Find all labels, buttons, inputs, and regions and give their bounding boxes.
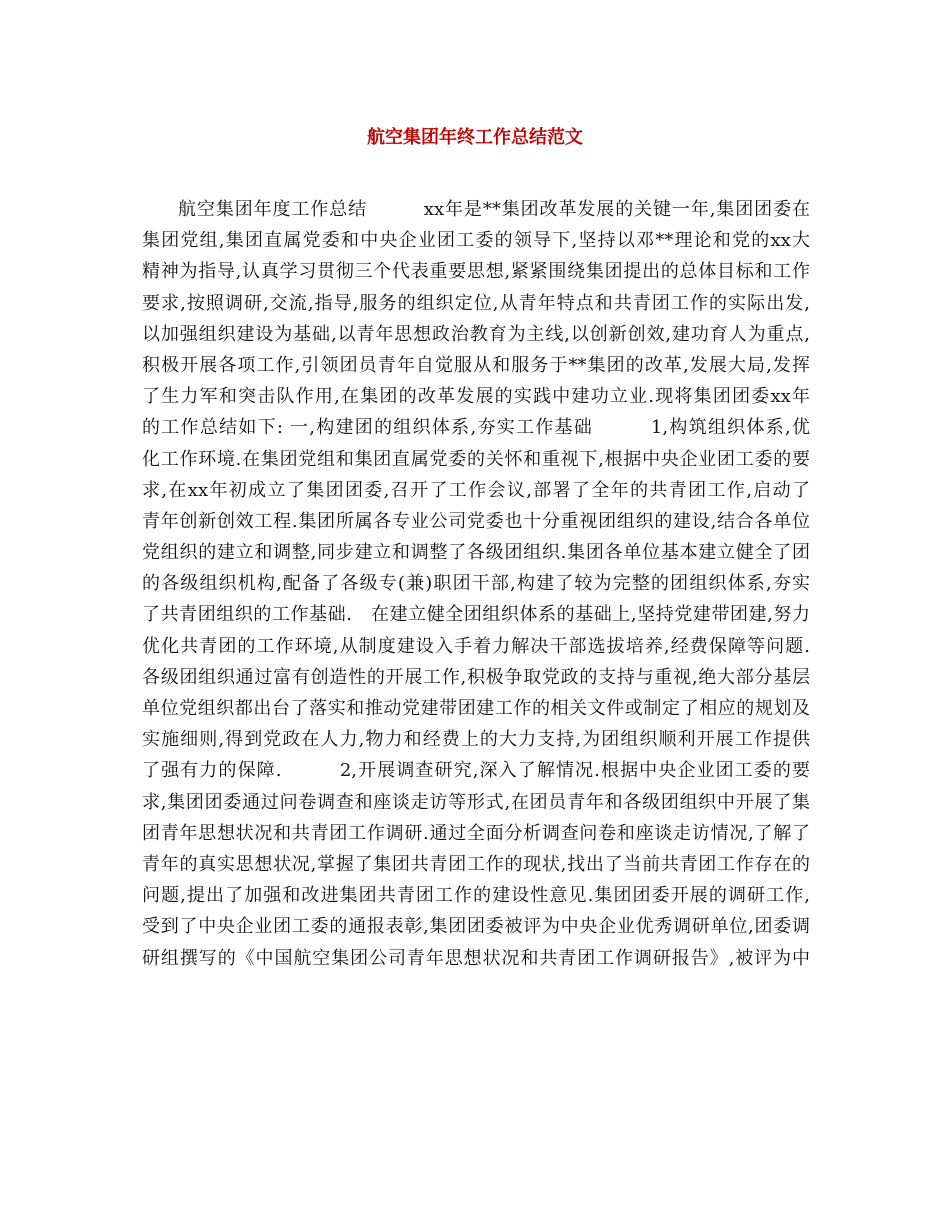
paragraph-line: 积极开展各项工作,引领团员青年自觉服从和服务于**集团的改革,发展大局,发挥 [142,354,810,376]
paragraph-line: 以加强组织建设为基础,以青年思想政治教育为主线,以创新创效,建功育人为重点, [142,323,810,345]
paragraph-line: 的工作总结如下: 一,构建团的组织体系,夯实工作基础 1,构筑组织体系,优 [142,417,810,439]
paragraph-line: 研组撰写的《中国航空集团公司青年思想状况和共青团工作调研报告》,被评为中 [142,947,810,969]
document-title: 航空集团年终工作总结范文 [367,127,583,148]
paragraph-line: 化工作环境.在集团党组和集团直属党委的关怀和重视下,根据中央企业团工委的要 [142,448,810,470]
paragraph-line: 的各级组织机构,配备了各级专(兼)职团干部,构建了较为完整的团组织体系,夯实 [142,573,810,595]
paragraph-line: 求,在xx年初成立了集团团委,召开了工作会议,部署了全年的共青团工作,启动了 [142,479,810,501]
paragraph-line: 团青年思想状况和共青团工作调研.通过全面分析调查问卷和座谈走访情况,了解了 [142,822,810,844]
paragraph-line: 青年的真实思想状况,掌握了集团共青团工作的现状,找出了当前共青团工作存在的 [142,853,810,875]
paragraph-line: 集团党组,集团直属党委和中央企业团工委的领导下,坚持以邓**理论和党的xx大 [142,230,810,252]
paragraph-line: 单位党组织都出台了落实和推动党建带团建工作的相关文件或制定了相应的规划及 [142,698,810,719]
paragraph-line: 党组织的建立和调整,同步建立和调整了各级团组织.集团各单位基本建立健全了团 [142,542,810,564]
document-body [142,194,810,974]
paragraph-line: 青年创新创效工程.集团所属各专业公司党委也十分重视团组织的建设,结合各单位 [142,510,810,532]
paragraph-line: 了共青团组织的工作基础. 在建立健全团组织体系的基础上,坚持党建带团建,努力 [142,604,810,626]
paragraph-line: 优化共青团的工作环境,从制度建设入手着力解决干部选拔培养,经费保障等问题. [142,635,810,657]
paragraph-line: 航空集团年度工作总结 xx年是**集团改革发展的关键一年,集团团委在 [178,199,810,220]
paragraph-line: 求,集团团委通过问卷调查和座谈走访等形式,在团员青年和各级团组织中开展了集 [142,791,810,813]
paragraph-line: 受到了中央企业团工委的通报表彰,集团团委被评为中央企业优秀调研单位,团委调 [142,916,810,938]
paragraph-line: 了强有力的保障. 2,开展调查研究,深入了解情况.根据中央企业团工委的要 [142,760,810,782]
paragraph-line: 问题,提出了加强和改进集团共青团工作的建设性意见.集团团委开展的调研工作, [142,885,810,907]
paragraph-line: 实施细则,得到党政在人力,物力和经费上的大力支持,为团组织顺利开展工作提供 [142,729,810,751]
paragraph-line: 了生力军和突击队作用,在集团的改革发展的实践中建功立业.现将集团团委xx年 [142,386,810,408]
paragraph-line: 要求,按照调研,交流,指导,服务的组织定位,从青年特点和共青团工作的实际出发, [142,292,810,314]
paragraph-line: 精神为指导,认真学习贯彻三个代表重要思想,紧紧围绕集团提出的总体目标和工作 [142,261,810,283]
paragraph-line: 各级团组织通过富有创造性的开展工作,积极争取党政的支持与重视,绝大部分基层 [142,666,810,688]
